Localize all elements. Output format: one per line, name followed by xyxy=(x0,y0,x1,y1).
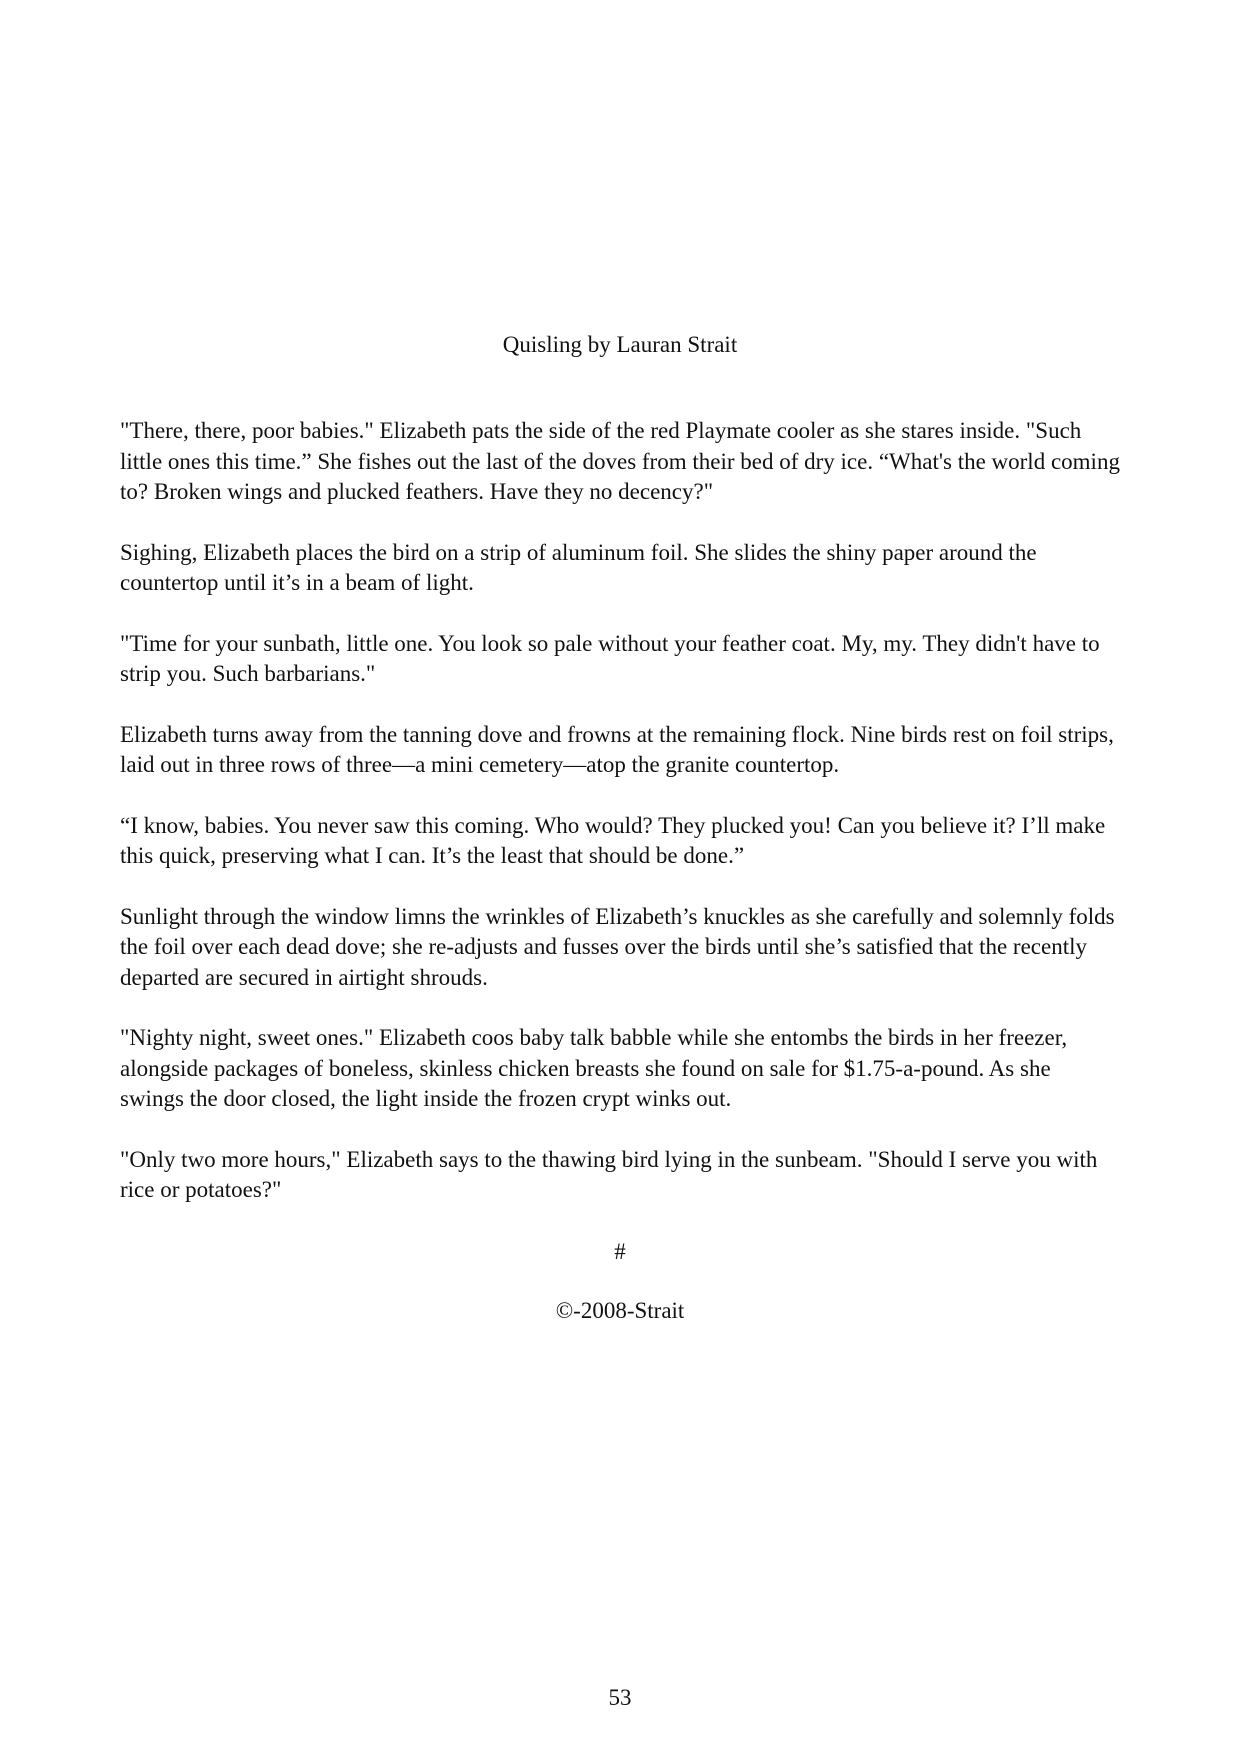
copyright-notice: ©-2008-Strait xyxy=(555,1298,685,1323)
paragraph-8: "Only two more hours," Elizabeth says to the thawing bird lying in the sunbeam. "Should I serve you with rice or potatoes?" xyxy=(120,1146,1098,1202)
paragraph-5: “I know, babies. You never saw this coming. Who would? They plucked you! Can you believe it? I’ll make this quick, preserving what I can. It’s the least that should be done.” xyxy=(120,812,1106,868)
paragraph-1: "There, there, poor babies." Elizabeth pats the side of the red Playmate cooler as she stares inside. "Such little ones this time.” She fishes out the last of the doves from their bed of dry ice. “What's the world coming to? Broken wings and plucked feathers. Have they no decency?" xyxy=(120,418,1120,504)
paragraph-6: Sunlight through the window limns the wrinkles of Elizabeth’s knuckles as she carefully and solemnly folds the foil over each dead dove; she re-adjusts and fusses over the birds until she’s satisfied that the recently departed are secured in airtight shrouds. xyxy=(120,903,1115,990)
story-title: Quisling by Lauran Strait xyxy=(502,332,738,357)
story-body xyxy=(120,416,1120,1236)
paragraph-7: "Nighty night, sweet ones." Elizabeth coos baby talk babble while she entombs the birds in her freezer, alongside packages of boneless, skinless chicken breasts she found on sale for $1.75-a-pound. As she swings the door closed, the light inside the frozen crypt winks out. xyxy=(120,1025,1068,1111)
paragraph-2: Sighing, Elizabeth places the bird on a strip of aluminum foil. She slides the shiny paper around the countertop until it’s in a beam of light. xyxy=(120,539,1037,595)
section-separator: # xyxy=(614,1239,626,1264)
page-number: 53 xyxy=(608,1685,632,1710)
paragraph-3: "Time for your sunbath, little one. You look so pale without your feather coat. My, my. They didn't have to strip you. Such barbarians." xyxy=(120,630,1100,686)
paragraph-4: Elizabeth turns away from the tanning dove and frowns at the remaining flock. Nine birds rest on foil strips, laid out in three rows of three—a mini cemetery—atop the granite countertop. xyxy=(120,721,1114,777)
